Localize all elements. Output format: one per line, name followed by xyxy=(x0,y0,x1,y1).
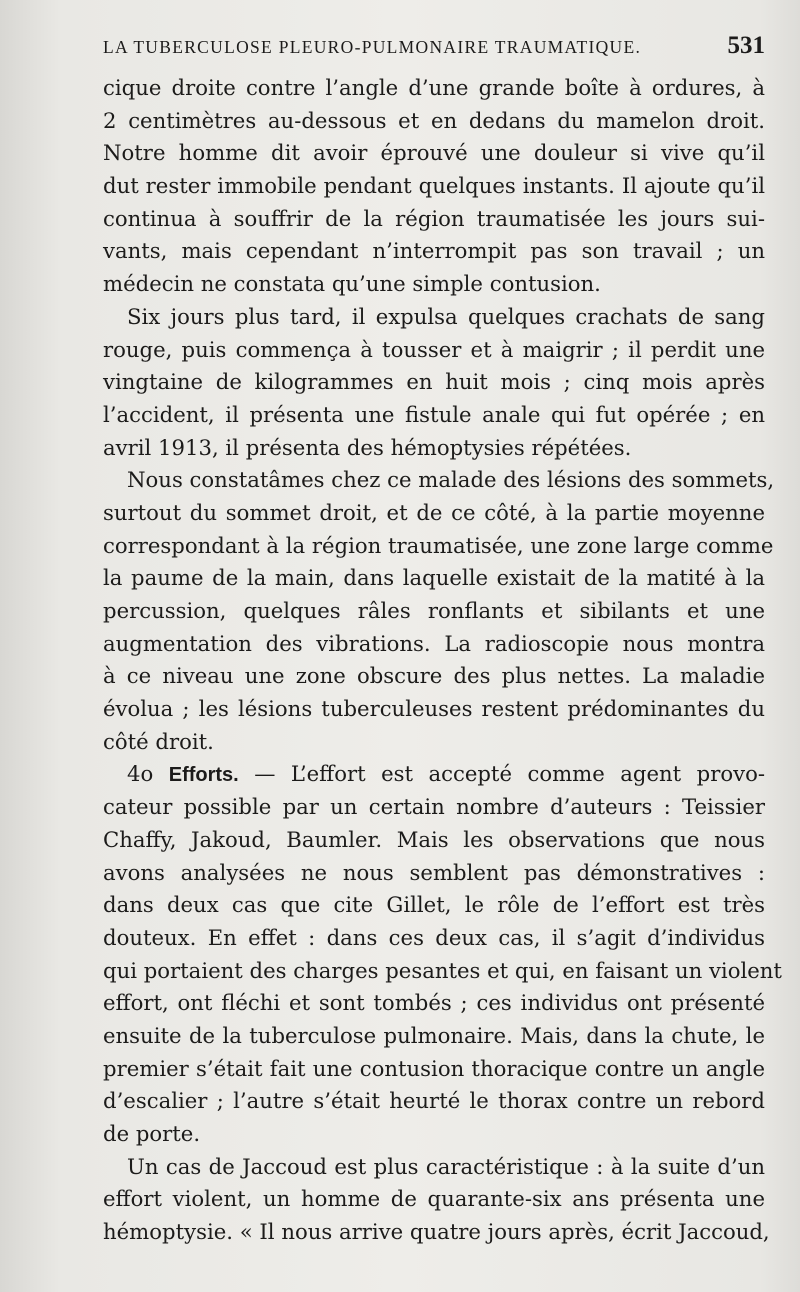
text-line: correspondant à la région traumatisée, une zone large comme xyxy=(103,532,774,558)
text-line: Chaffy, Jakoud, Baumler. Mais les observations que nous xyxy=(103,826,765,852)
text-line: effort violent, un homme de quarante-six ans présenta une xyxy=(103,1186,765,1212)
text-line: avons analysées ne nous semblent pas démonstratives : xyxy=(103,859,765,885)
text-line: Six jours plus tard, il expulsa quelques crachats de sang xyxy=(127,303,765,329)
text-line: douteux. En effet : dans ces deux cas, il s’agit d’individus xyxy=(103,924,765,950)
text-line: percussion, quelques râles ronflants et sibilants et une xyxy=(103,598,765,623)
text-line: Un cas de Jaccoud est plus caractéristique : à la suite d’un xyxy=(127,1153,765,1179)
running-title: LA TUBERCULOSE PLEURO-PULMONAIRE TRAUMATIQUE. xyxy=(103,37,642,57)
text-line: ensuite de la tuberculose pulmonaire. Mais, dans la chute, le xyxy=(103,1022,765,1048)
text-line: la paume de la main, dans laquelle existait de la matité à la xyxy=(103,565,765,591)
text-line: avril 1913, il présenta des hémoptysies répétées. xyxy=(103,434,632,460)
text-line: 2 centimètres au-dessous et en dedans du mamelon droit. xyxy=(103,107,765,133)
text-line: à ce niveau une zone obscure des plus nettes. La maladie xyxy=(103,663,765,689)
page-number: 531 xyxy=(727,32,765,59)
text-line: évolua ; les lésions tuberculeuses restent prédominantes du xyxy=(103,696,765,722)
text-line: Nous constatâmes chez ce malade des lésions des sommets, xyxy=(127,467,775,493)
text-line: augmentation des vibrations. La radioscopie nous montra xyxy=(103,630,765,656)
text-line: cique droite contre l’angle d’une grande boîte à ordures, à xyxy=(103,75,765,100)
text-line: dut rester immobile pendant quelques instants. Il ajoute qu’il xyxy=(103,173,765,199)
body-text xyxy=(103,72,782,1249)
text-line: Notre homme dit avoir éprouvé une douleur si vive qu’il xyxy=(103,140,765,166)
heading-line-text: — L’effort est accepté comme agent provo- xyxy=(254,761,765,787)
text-line: de porte. xyxy=(103,1121,201,1146)
text-line: rouge, puis commença à tousser et à maigrir ; il perdit une xyxy=(103,336,765,362)
text-line: vingtaine de kilogrammes en huit mois ; cinq mois après xyxy=(103,369,765,395)
text-line: qui portaient des charges pesantes et qui, en faisant un violent xyxy=(103,957,782,983)
text-line: médecin ne constata qu’une simple contusion. xyxy=(103,271,601,297)
text-line: l’accident, il présenta une fistule anale qui fut opérée ; en xyxy=(103,401,765,427)
text-line: vants, mais cependant n’interrompit pas son travail ; un xyxy=(103,238,765,264)
text-line: cateur possible par un certain nombre d’auteurs : Teissier xyxy=(103,794,765,820)
text-line: côté droit. xyxy=(103,728,214,754)
section-efforts xyxy=(103,758,782,1150)
text-line: hémoptysie. « Il nous arrive quatre jours après, écrit Jaccoud, xyxy=(103,1219,770,1245)
section-heading-line xyxy=(103,758,765,791)
paragraph-six-jours xyxy=(103,301,765,464)
text-line: d’escalier ; l’autre s’était heurté le thorax contre un rebord xyxy=(103,1088,765,1114)
paragraph-nous-constatames xyxy=(103,464,775,758)
text-line: surtout du sommet droit, et de ce côté, à la partie moyenne xyxy=(103,499,765,525)
page-header xyxy=(103,32,765,68)
text-line: continua à souffrir de la région traumatisée les jours sui- xyxy=(103,205,765,231)
section-number: 4o xyxy=(127,761,154,787)
paragraph-continuation xyxy=(103,72,765,301)
text-line: effort, ont fléchi et sont tombés ; ces individus ont présenté xyxy=(103,990,765,1016)
paragraph-jaccoud xyxy=(103,1151,770,1249)
text-line: dans deux cas que cite Gillet, le rôle de l’effort est très xyxy=(103,892,765,918)
text-line: premier s’était fait une contusion thoracique contre un angle xyxy=(103,1055,765,1081)
section-heading: Efforts. xyxy=(168,764,239,787)
